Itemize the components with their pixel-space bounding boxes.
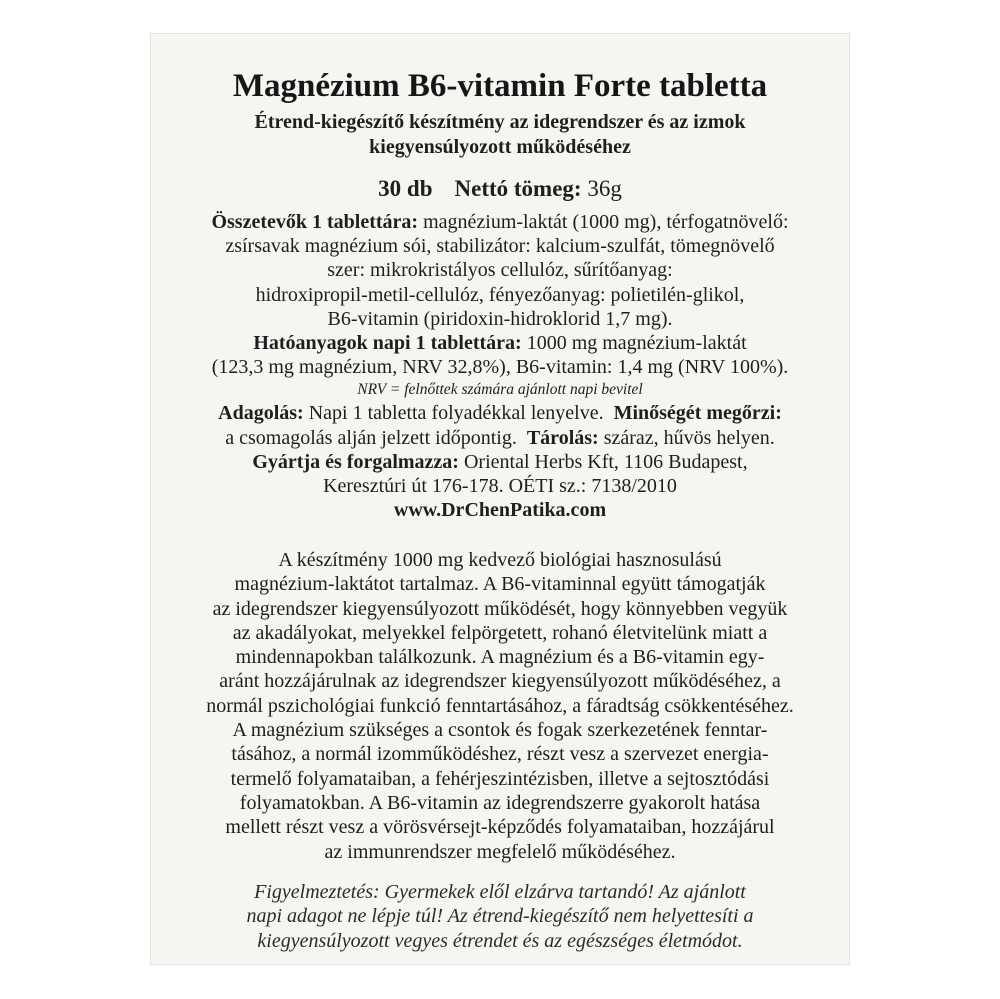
package-amount [0, 174, 1000, 204]
active-ingredients-line: Hatóanyagok napi 1 tablettára: 1000 mg magnézium-laktát [253, 332, 747, 355]
website-url: www.DrChenPatika.com [393, 499, 607, 522]
warning-text [0, 880, 1000, 953]
warning-line: kiegyensúlyozott vegyes étrendet és az egészséges életmódot. [257, 929, 743, 952]
warning-line: Figyelmeztetés: Gyermekek elől elzárva tartandó! Az ajánlott [254, 881, 746, 903]
dosage-label: Adagolás: [218, 402, 304, 425]
manufacturer-address: Keresztúri út 176-178. OÉTI sz.: 7138/2010 [323, 475, 677, 498]
product-description [0, 548, 1000, 864]
tablet-count: 30 db [378, 176, 433, 201]
description-line: tásához, a normál izomműködéshez, részt vesz a szervezet energia- [231, 743, 769, 766]
description-line: mellett részt vesz a vörösvérsejt-képződés folyamataiban, hozzájárul [225, 816, 775, 839]
ingredients-line: zsírsavak magnézium sói, stabilizátor: kalcium-szulfát, tömegnövelő [225, 235, 775, 258]
net-weight-label: Nettó tömeg: [454, 176, 582, 201]
description-line: mindennapokban találkozunk. A magnézium és a B6-vitamin egy- [235, 646, 765, 669]
nrv-note: NRV = felnőttek számára ajánlott napi bevitel [357, 381, 643, 399]
description-line: normál pszichológiai funkció fenntartásához, a fáradtság csökkentéséhez. [206, 694, 794, 717]
description-line: A magnézium szükséges a csontok és fogak szerkezetének fenntar- [232, 719, 768, 742]
description-line: termelő folyamataiban, a fehérjeszintézisben, illetve a sejtosztódási [230, 767, 770, 790]
description-line: az immunrendszer megfelelő működéséhez. [324, 840, 676, 863]
ingredients-label: Összetevők 1 tablettára: [211, 211, 419, 233]
manufacturer-label: Gyártja és forgalmazza: [252, 450, 459, 473]
description-line: A készítmény 1000 mg kedvező biológiai hasznosulású [278, 549, 722, 571]
ingredients-line: hidroxipropil-metil-cellulóz, fényezőanyag: polietilén-glikol, [255, 283, 745, 306]
active-ingredients-line: (123,3 mg magnézium, NRV 32,8%), B6-vitamin: 1,4 mg (NRV 100%). [211, 356, 789, 379]
description-line: folyamatokban. A B6-vitamin az idegrendszerre gyakorolt hatása [239, 791, 761, 814]
ingredients-line: szer: mikrokristályos cellulóz, sűrítőanyag: [327, 259, 673, 282]
net-weight-value: 36g [587, 176, 622, 201]
warning-line: napi adagot ne lépje túl! Az étrend-kiegészítő nem helyettesíti a [246, 905, 754, 928]
ingredients-line: B6-vitamin (piridoxin-hidroklorid 1,7 mg). [327, 307, 673, 330]
dosage-line: Adagolás: Napi 1 tabletta folyadékkal lenyelve. Minőségét megőrzi: [218, 402, 782, 425]
storage-line: a csomagolás alján jelzett időpontig. Tárolás: száraz, hűvös helyen. [225, 426, 775, 449]
storage-label: Tárolás: [526, 426, 599, 449]
description-line: az akadályokat, melyekkel felpörgetett, rohanó életvitelünk miatt a [232, 621, 768, 644]
description-line: magnézium-laktátot tartalmaz. A B6-vitaminnal együtt támogatják [234, 573, 766, 596]
product-specifications [0, 210, 1000, 522]
ingredients-line: Összetevők 1 tablettára: magnézium-laktát (1000 mg), térfogatnövelő: [211, 211, 789, 233]
description-line: aránt hozzájárulnak az idegrendszer kiegyensúlyozott működéséhez, a [219, 670, 781, 693]
product-subtitle [0, 110, 1000, 160]
product-title: Magnézium B6-vitamin Forte tabletta [232, 68, 768, 104]
manufacturer-line: Gyártja és forgalmazza: Oriental Herbs Kft, 1106 Budapest, [252, 450, 748, 473]
subtitle-line: kiegyensúlyozott működéséhez [369, 136, 631, 158]
active-ingredients-label: Hatóanyagok napi 1 tablettára: [253, 332, 522, 355]
subtitle-line: Étrend-kiegészítő készítmény az idegrendszer és az izmok [254, 111, 746, 133]
description-line: az idegrendszer kiegyensúlyozott működését, hogy könnyebben vegyük [212, 597, 788, 620]
best-before-label: Minőségét megőrzi: [613, 402, 782, 425]
